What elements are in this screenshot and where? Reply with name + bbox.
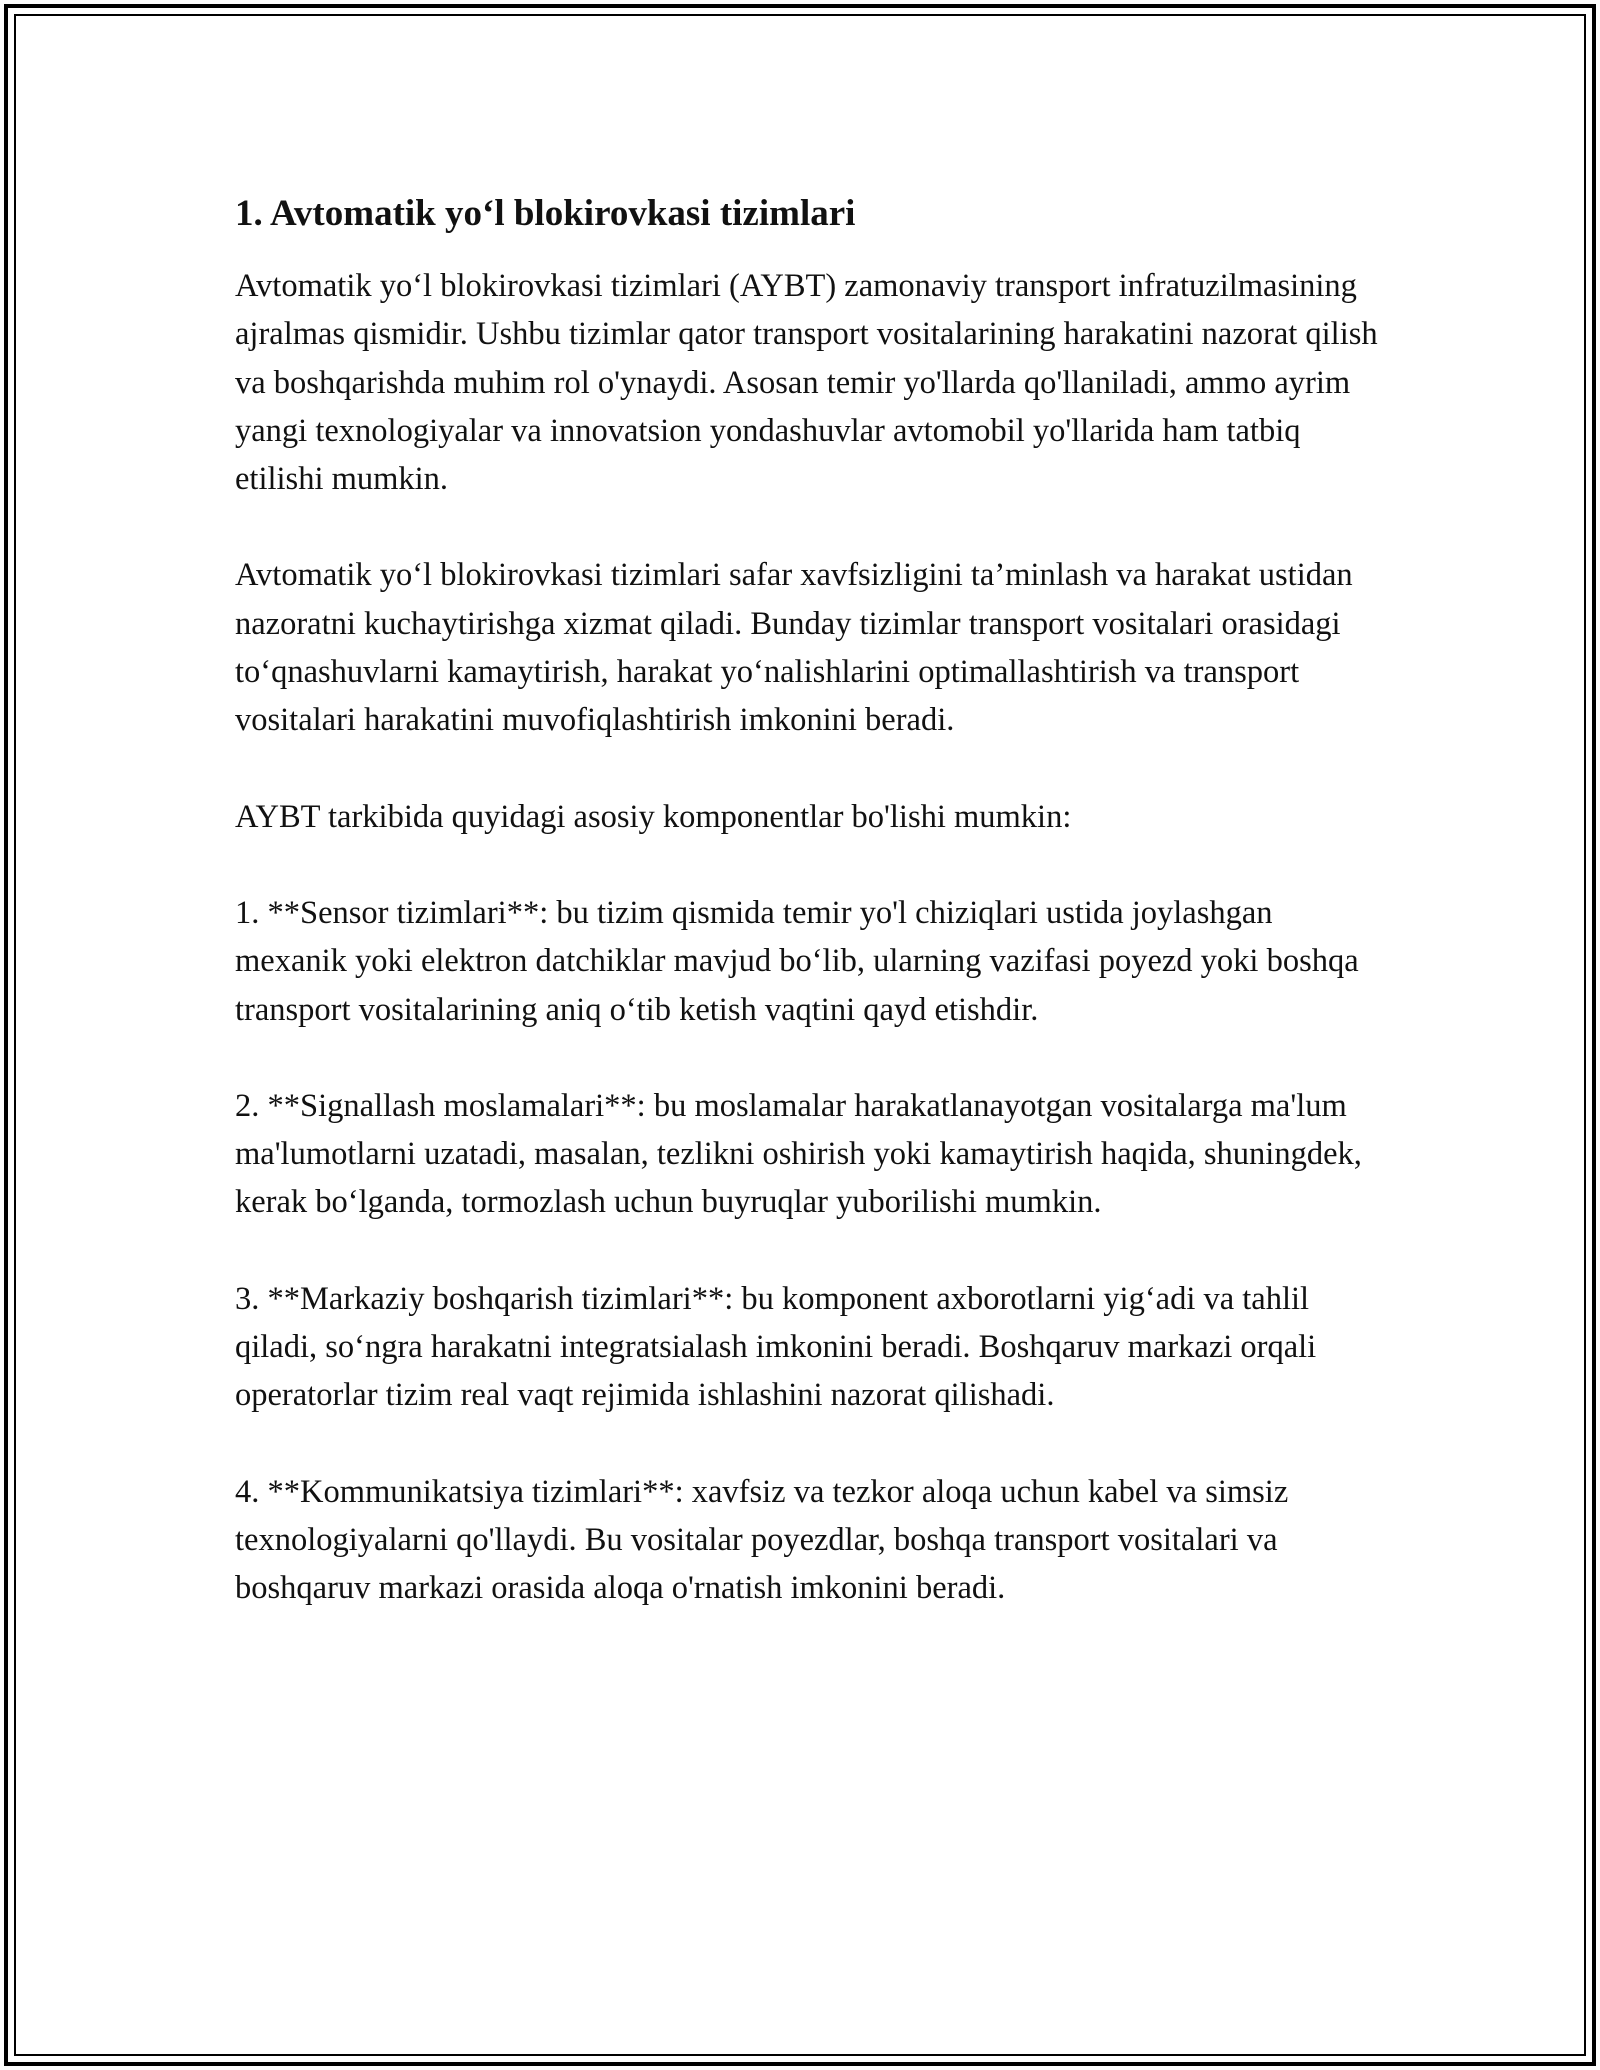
list-item-signalling-devices: 2. **Signallash moslamalari**: bu moslamalar harakatlanayotgan vositalarga ma'lum ma'lumotlarni uzatadi, masalan, tezlikni oshirish yoki kamaytirish haqida, shuningdek, kerak bo‘lganda, tormozlash uchun buyruqlar yuborilishi mumkin. xyxy=(235,1087,1362,1221)
list-item-sensor-systems: 1. **Sensor tizimlari**: bu tizim qismida temir yo'l chiziqlari ustida joylashgan mexanik yoki elektron datchiklar mavjud bo‘lib, ularning vazifasi poyezd yoki boshqa transport vositalarining aniq o‘tib ketish vaqtini qayd etishdir. xyxy=(235,894,1359,1028)
list-item-communication-systems: 4. **Kommunikatsiya tizimlari**: xavfsiz va tezkor aloqa uchun kabel va simsiz texnologiyalarni qo'llaydi. Bu vositalar poyezdlar, boshqa transport vositalari va boshqaruv markazi orasida aloqa o'rnatish imkonini beradi. xyxy=(235,1473,1289,1607)
section-heading: 1. Avtomatik yo‘l blokirovkasi tizimlari xyxy=(235,193,856,234)
paragraph-intro: Avtomatik yo‘l blokirovkasi tizimlari (AYBT) zamonaviy transport infratuzilmasining ajralmas qismidir. Ushbu tizimlar qator transport vositalarining harakatini nazorat qilish va boshqarishda muhim rol o'ynaydi. Asosan temir yo'llarda qo'llaniladi, ammo ayrim yangi texnologiyalar va innovatsion yondashuvlar avtomobil yo'llarida ham tatbiq etilishi mumkin. xyxy=(235,268,1378,498)
paragraph-components-lead: AYBT tarkibida quyidagi asosiy komponentlar bo'lishi mumkin: xyxy=(235,798,1072,835)
document-body xyxy=(235,188,1380,1661)
list-item-central-control: 3. **Markaziy boshqarish tizimlari**: bu komponent axborotlarni yig‘adi va tahlil qiladi, so‘ngra harakatni integratsialash imkonini beradi. Boshqaruv markazi orqali operatorlar tizim real vaqt rejimida ishlashini nazorat qilishadi. xyxy=(235,1280,1317,1414)
paragraph-purpose: Avtomatik yo‘l blokirovkasi tizimlari safar xavfsizligini ta’minlash va harakat ustidan nazoratni kuchaytirishga xizmat qiladi. Bunday tizimlar transport vositalari orasidagi to‘qnashuvlarni kamaytirish, harakat yo‘nalishlarini optimallashtirish va transport vositalari harakatini muvofiqlashtirish imkonini beradi. xyxy=(235,557,1353,739)
